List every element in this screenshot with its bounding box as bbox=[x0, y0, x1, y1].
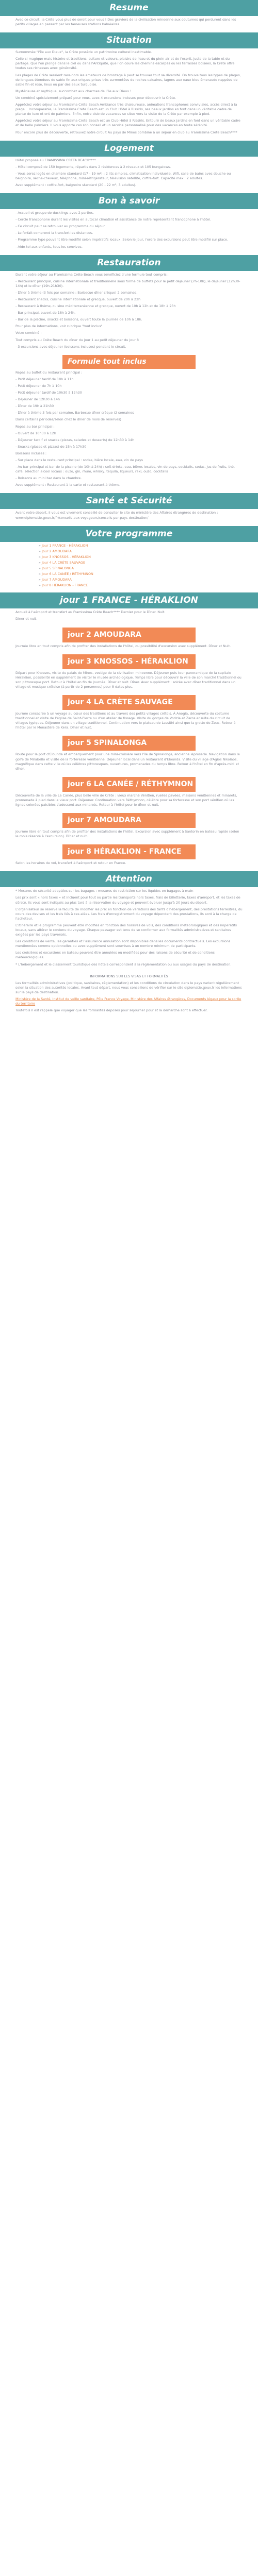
formalites-title: INFORMATIONS SUR LES VISAS ET FORMALITÉS bbox=[90, 974, 168, 978]
bon-a-savoir-text: - Le forfait comprend la transfert les distances. bbox=[15, 231, 93, 235]
day-2-text: Journée libre en tout compris afin de profiter des installations de l'hôtel, ou possibilité d'excursion avec supplément. Dîner et Nuit. bbox=[15, 643, 231, 648]
programme-day-link[interactable] bbox=[39, 561, 243, 565]
section-title-bon-a-savoir: Bon à savoir bbox=[0, 193, 258, 209]
combine-subtitle: Votre combiné : bbox=[15, 331, 42, 335]
day-6-content bbox=[0, 792, 258, 813]
formule-text: - Petit déjeuner tardif de 10h30 à 12h30 bbox=[15, 391, 82, 395]
situation-text: Celle-ci magique mais histoire et traditions, culture et valeurs, plaisirs de l'eau et du plein air et de l'esprit, juste de la table et du partage. Que l'on plonge dans le ciel ou dans l'Antiquité, que l'on coure les chemins escarpés ou les terrasses boisées, la Crète offre toutes ses richesses avec générosité. bbox=[15, 57, 235, 71]
formule-text: Avec supplément : Restaurant à la carte et restaurant à thème. bbox=[15, 483, 121, 487]
programme-day-link[interactable] bbox=[39, 572, 243, 577]
programme-day-label[interactable]: Jour 3 KNOSSOS - HÉRAKLION bbox=[41, 554, 91, 559]
formule-text: - Déjeuner de 12h30 à 14h bbox=[15, 397, 60, 402]
formule-text: - Sur place dans le restaurant principal : sodas, bière locale, eau, vin de pays bbox=[15, 457, 143, 462]
formule-content bbox=[0, 369, 258, 494]
programme-day-label[interactable]: Jour 6 LA CANÉE / RÉTHYMNON bbox=[41, 572, 93, 577]
day-1-text: Accueil à l'aéroport et transfert au Framissima Crète Beach**** Dernier pour le Dîner. Nuit. bbox=[15, 610, 166, 615]
programme-day-link[interactable] bbox=[39, 544, 243, 548]
logement-content bbox=[0, 157, 258, 193]
day-4-title: jour 4 LA CRÈTE SAUVAGE bbox=[62, 695, 196, 710]
attention-text: * Mesures de sécurité adoptées sur les bagages : mesures de restriction sur les liquides en bagages à main bbox=[15, 889, 194, 893]
combine-text: Tout compris au Crète Beach du dîner du jour 1 au petit déjeuner du jour 8 bbox=[15, 337, 139, 342]
bon-a-savoir-content bbox=[0, 209, 258, 255]
formule-text: - Boissons au mini bar dans la chambre. bbox=[15, 476, 82, 481]
formalites-foot: Toutefois il est rappelé que voyager que les formalités déposés pour séjourner pour et la démarche sont à effectuer. bbox=[15, 1008, 208, 1013]
section-title-restauration: Restauration bbox=[0, 255, 258, 271]
programme-day-label[interactable]: Jour 2 AMOUDARA bbox=[41, 549, 72, 553]
day-3-content bbox=[0, 669, 258, 695]
bon-a-savoir-text: - Aide-toi aux enfants, tous les convives. bbox=[15, 244, 83, 249]
day-8-content bbox=[0, 859, 258, 871]
situation-text: Appréciez votre séjour au Framissima Crete Beach est un Club Hôtel à Rissiris. Entouré de beaux jardins en font dans un véritable cadre et de belle palmiers. Il vous apporte ces son conseil et un service personnalisé pour des vacances en toute sérénité. bbox=[15, 118, 240, 128]
day-3-title: jour 3 KNOSSOS - HÉRAKLION bbox=[62, 654, 196, 669]
section-title-resume: Resume bbox=[0, 0, 258, 16]
day-1-title: jour 1 FRANCE - HÉRAKLION bbox=[0, 592, 258, 608]
attention-text: L'itinéraire et le programme peuvent être modifiés en fonction des horaires de vols, des conditions météorologiques et des impératifs locaux, sans altérer le contenu du voyage. Chaque passager est tenu de se conformer aux formalités administratives et sanitaires exigées par les pays traversés. bbox=[15, 923, 237, 937]
formalites-text: Les formalités administratives (politique, sanitaires, réglementation) et les conditions de circulation dans le pays varient régulièrement selon la situation des autorités locales. Avant tout départ, nous vous conseillons de vérifier sur le site diplomatie.gouv.fr les informations sur le pays de destination. bbox=[15, 980, 242, 994]
formule-text: - Petit déjeuner tardif de 10h à 11h bbox=[15, 377, 74, 381]
bullet-icon: » bbox=[39, 566, 42, 570]
formule-tout-inclus-title: Formule tout inclus bbox=[62, 355, 196, 369]
situation-text: Appréciez votre séjour au Framissima Crète Beach Ambiance très chaleureuse, animations francophones conviviales, accès direct à la plage... Incomparable, le Framissima Crete Beach est un Club Hôtel à Rissiris, ses beaux jardins en font dans un véritable cadre de plante de luxe et ont de palmiers. Enfin, notre club de vacances se situe vers la visite de la Crète par exemple à pied. bbox=[15, 103, 237, 116]
bullet-icon: » bbox=[39, 583, 42, 588]
restauration-text: - Dîner à thème (3 fois par semaine : Barbecue dîner crèque) 2 semaines. bbox=[15, 290, 138, 295]
formule-text: Boissons incluses : bbox=[15, 451, 46, 455]
programme-day-link[interactable] bbox=[39, 566, 243, 571]
day-5-text: Route pour la port d'Elounda et embarquement pour une mini-croisière vers l'île de Spinalonga, ancienne léproserie. Navigation dans le golfe de Mirabello et visite de la forteresse vénitienne. Déjeuner local dans un restaurant d'Elounda. Visite du village d'Agios Nikolaos, magnifique dans cette ville où les célèbres pittoresques, ouvertures, promenades du temps libre. Retour à l'hôtel en fin d'après-midi et dîner. bbox=[15, 752, 240, 771]
day-5-title: jour 5 SPINALONGA bbox=[62, 736, 196, 751]
restauration-content bbox=[0, 271, 258, 355]
day-2-title: jour 2 AMOUDARA bbox=[62, 628, 196, 642]
formule-text: - Snacks (glaces et pizzas) de 15h à 17h30 bbox=[15, 444, 87, 449]
combine-text: - 3 excursions avec déjeuner (boissons incluses) pendant le circuit. bbox=[15, 344, 126, 349]
situation-text: Un combiné spécialement préparé pour vous, avec 4 excursions incluses pour découvrir la Crète. bbox=[15, 95, 176, 100]
bon-a-savoir-text: - Cercle francophone durant les visites en autocar climatisé et assistance de notre représentant francophone à l'hôtel. bbox=[15, 217, 212, 222]
day-1-text: Diner et nuit. bbox=[15, 617, 38, 621]
situation-text: Surnommée "l'île aux Dieux", la Crète possède un patrimoine culturel inestimable. bbox=[15, 50, 152, 55]
bon-a-savoir-text: - Ce circuit peut se retrouver au programme du séjour. bbox=[15, 224, 106, 229]
situation-content bbox=[0, 48, 258, 140]
restauration-text: - Restaurant principal, cuisine internationale et traditionnelle sous forme de buffets pour le petit déjeuner (7h-10h), le déjeuner (12h30-14h) et le dîner (19h-21h30). bbox=[15, 279, 240, 288]
formule-text: - Ouvert de 10h30 à 12h bbox=[15, 431, 56, 435]
programme-day-label[interactable]: Jour 8 HÉRAKLION - FRANCE bbox=[41, 583, 88, 588]
formule-text: Repas au bar principal : bbox=[15, 424, 55, 429]
programme-day-label[interactable]: Jour 4 LA CRÈTE SAUVAGE bbox=[41, 560, 86, 565]
day-3-text: Départ pour Knossos, visite du palais de Minos, vestige de la civilisation minoenne. Déjeuner puis tour panoramique de la capitale Héraklion, possibilité en supplément de visiter le musée archéologique. Temps libre pour découvrir la ville de son marché traditionnel ou son pittoresque port. Retour à l'hôtel en fin de journée. Dîner et nuit. Dîner. Avec supplément : soirée avec dîner traditionnel dans un village et musique crétoise (à partir de 2 personnes) pour 8 dates plus. bbox=[15, 670, 241, 689]
attention-text: L'organisateur se réserve la faculté de modifier les prix en fonction de variations des tarifs d'hébergement, des prestations terrestres, du cours des devises et les frais liés à ces aléas. Les frais d'enregistrement du voyage dépendent des prestations, ils sont à la charge de l'acheteur. bbox=[15, 907, 243, 921]
programme-day-label[interactable]: Jour 5 SPINALONGA bbox=[41, 566, 74, 570]
attention-content bbox=[0, 887, 258, 972]
situation-text: Pour encore plus de découverte, retrouvez notre circuit Au pays de Minos combiné à un séjour en club au Framissima Crète Beach**** bbox=[15, 130, 237, 134]
formule-text: Dans certains périodes/selon chez le dîner de mois de réserves) bbox=[15, 417, 121, 422]
day-7-text: Journée libre en tout compris afin de profiter des installations de l'hôtel. Excursion avec supplément à Santorin en bateau rapide (selon le mois réservé à l'excursion). Dîner et nuit. bbox=[15, 829, 239, 839]
sante-content bbox=[0, 509, 258, 526]
plus-info-text: Pour plus de informations, voir rubrique "tout inclus" bbox=[15, 324, 103, 329]
situation-text: Mystérieuse et mythique, succombez aux charmes de l'île aux Dieux ! bbox=[15, 89, 132, 93]
resume-text: Avec ce circuit, la Crète vous plus de seroit pour vous ! Des graviers de la civilisation minoenne aux coutumes qui perdurent dans les petits villages en passant par les fameuses stations balnéaires. bbox=[15, 18, 236, 27]
day-1-content bbox=[0, 608, 258, 627]
day-8-text: Selon les horaires de vol, transfert à l'aéroport et retour en France. bbox=[15, 861, 126, 866]
bon-a-savoir-text: - Accueil et groupe de ducklings avec 2 parties. bbox=[15, 211, 94, 215]
attention-text: Les conditions de vente, les garanties et l'assurance annulation sont disponibles dans les documents contractuels. Les excursions mentionnées comme optionnelles ou avec supplément sont soumises à un nombre minimum de participants. bbox=[15, 939, 231, 948]
restauration-text: - Restaurant snacks, cuisine internationale et grecque, ouvert de 20h à 22h bbox=[15, 297, 141, 301]
attention-text: * L'hébergement et le classement touristique des hôtels correspondent à la règlementation ou aux usages du pays de destination. bbox=[15, 962, 232, 967]
section-title-attention: Attention bbox=[0, 871, 258, 887]
logement-text: - Hôtel composé de 150 logements, répartis dans 2 résidences à 2 niveaux et 105 bungalows. bbox=[15, 164, 171, 169]
logement-text: - Vous serez logés en chambre standard (17 - 19 m²) : 2 lits simples, climatisation individuelle, Wifi, salle de bains avec douche ou baignoire, sèche-cheveux, téléphone, mini-réfrigérateur, télévision satellite, coffre-fort. Capacité max : 2 adultes. bbox=[15, 171, 231, 180]
programme-day-link[interactable] bbox=[39, 549, 243, 554]
programme-day-label[interactable]: Jour 1 FRANCE - HÉRAKLION bbox=[41, 543, 88, 548]
day-5-content bbox=[0, 751, 258, 776]
programme-day-link[interactable] bbox=[39, 578, 243, 582]
day-7-title: jour 7 AMOUDARA bbox=[62, 813, 196, 828]
formule-text: - Dîner de 19h à 21h30 bbox=[15, 404, 54, 409]
restauration-text: - Bar de la piscine, snacks et boissons, ouvert toute la journée de 10h à 18h. bbox=[15, 317, 142, 322]
bullet-icon: » bbox=[39, 572, 42, 577]
formule-text: - Déjeuner tardif et snacks (pizzas, salades et desserts) de 12h30 à 14h bbox=[15, 437, 135, 442]
bullet-icon: » bbox=[39, 549, 42, 553]
sante-text: Avant votre départ, il vous est vivement conseillé de consulter le site du ministère des Affaires étrangères de destination : www.diplomatie.gouv.fr/fr/conseils-aux-voyageurs/conseils-par-pays-destination/ bbox=[15, 511, 218, 520]
day-4-text: Journée consacrée à un voyage au cœur des traditions et au travers des petits villages crétois. À Anogia, découverte du costume traditionnel et visite de l'église de Saint-Pierre ou d'un atelier de tissage. Visite du gorges de Vorizia et Zaros ensuite du circuit de villages typiques. Déjeuner dans un village traditionnel. Continuation vers le plateau de Lassithi ainsi que la grotte de Zeus. Retour à l'hôtel par le Monastère de Kera. Dîner et nuit. bbox=[15, 711, 236, 730]
attention-text: Les croisières et excursions en bateau peuvent être annulées ou modifiées pour des raisons de sécurité et de conditions météorologiques. bbox=[15, 951, 215, 960]
formalites-links[interactable]: Ministère de la Santé, Institut de veille sanitaire, Pôle France Voyage, Ministère des Affaires étrangères, Documents légaux pour la sortie du territoire bbox=[15, 997, 241, 1006]
bullet-icon: » bbox=[39, 554, 42, 559]
programme-day-label[interactable]: Jour 7 AMOUDARA bbox=[41, 578, 72, 582]
resume-content bbox=[0, 16, 258, 32]
section-title-sante: Santé et Sécurité bbox=[0, 493, 258, 509]
formule-text: Repas au buffet du restaurant principal : bbox=[15, 370, 83, 375]
section-title-programme: Votre programme bbox=[0, 526, 258, 542]
day-8-title: jour 8 HÉRAKLION - FRANCE bbox=[62, 844, 196, 859]
programme-day-link[interactable] bbox=[39, 555, 243, 560]
formule-text: - Dîner à thème 3 fois par semaine, Barbecue dîner crèque (2 semaines bbox=[15, 411, 134, 415]
day-2-content bbox=[0, 642, 258, 654]
restauration-text: Durant votre séjour au Framissima Crète Beach vous bénéficiez d'une formule tout compris : bbox=[15, 272, 169, 277]
section-title-situation: Situation bbox=[0, 32, 258, 48]
bullet-icon: » bbox=[39, 578, 42, 582]
day-7-content bbox=[0, 828, 258, 844]
formule-text: - Au bar principal et bar de la piscine (de 10h à 24h) : soft drinks, eau, bières locales, vin de pays, cocktails, sodas, jus de fruits, thé, café, sélection alcool locaux : ouzo, gin, rhum, whisky, tequila, liqueurs, raki, ouzo, cocktails bbox=[15, 465, 235, 474]
attention-text: Les prix sont « hors taxes » et incluent pour tout ou partie les transports hors taxes, frais de billetterie, taxes d'aéroport, et les taxes de sûreté. Ils vous sont indiqués au plus tard à la réservation du voyage et peuvent évoluer jusqu'à 20 jours du départ. bbox=[15, 895, 240, 905]
formule-text: - Petit déjeuner de 7h à 10h bbox=[15, 383, 62, 388]
day-6-title: jour 6 LA CANÉE / RÉTHYMNON bbox=[62, 777, 196, 792]
day-4-content bbox=[0, 710, 258, 736]
formalites-content bbox=[0, 973, 258, 1019]
bullet-icon: » bbox=[39, 560, 42, 565]
logement-text: Avec supplément : coffre-fort, baignoire standard (20 - 22 m², 3 adultes). bbox=[15, 182, 136, 187]
day-6-text: Découverte de la ville de La Canée, plus belle ville de Crète : vieux marché Vénitien, ruelles pavées, maisons vénitiennes et minarets, promenade à pied dans le vieux port. Déjeuner. Continuation vers Réthymnon, célèbre pour sa forteresse et son port vénitien où les lignes colorées paisibles s'adossent aux minarets. Retour à l'hôtel pour le dîner et nuit. bbox=[15, 793, 237, 807]
restauration-text: - Bar principal, ouvert de 18h à 24h. bbox=[15, 311, 76, 315]
bon-a-savoir-text: - Programme type pouvant être modifié selon impératifs locaux. Selon le jour, l'ordre des excursions peut être modifié sur place. bbox=[15, 238, 228, 242]
bullet-icon: » bbox=[39, 543, 42, 548]
section-title-logement: Logement bbox=[0, 141, 258, 157]
programme-list bbox=[0, 542, 258, 593]
logement-text: Hôtel proposé au FRAMISSIMA CRETA BEACH**** bbox=[15, 158, 96, 162]
programme-day-link[interactable] bbox=[39, 583, 243, 588]
situation-text: Les plages de Crète seraient rare-hors les amateurs de bronzage à peut se trouver tout sa diversité. On trouve tous les types de plages, de longues étendues de sable fin aux criques prises très surmontées de roches calcaires, lagons aux eaux bleu émeraude nappées de sable fin et rose, lieux ou par des eaux turquoise. bbox=[15, 73, 241, 87]
restauration-text: - Restaurant à thème, cuisine méditerranéenne et grecque, ouvert de 10h à 12h et de 18h à 23h bbox=[15, 304, 176, 309]
